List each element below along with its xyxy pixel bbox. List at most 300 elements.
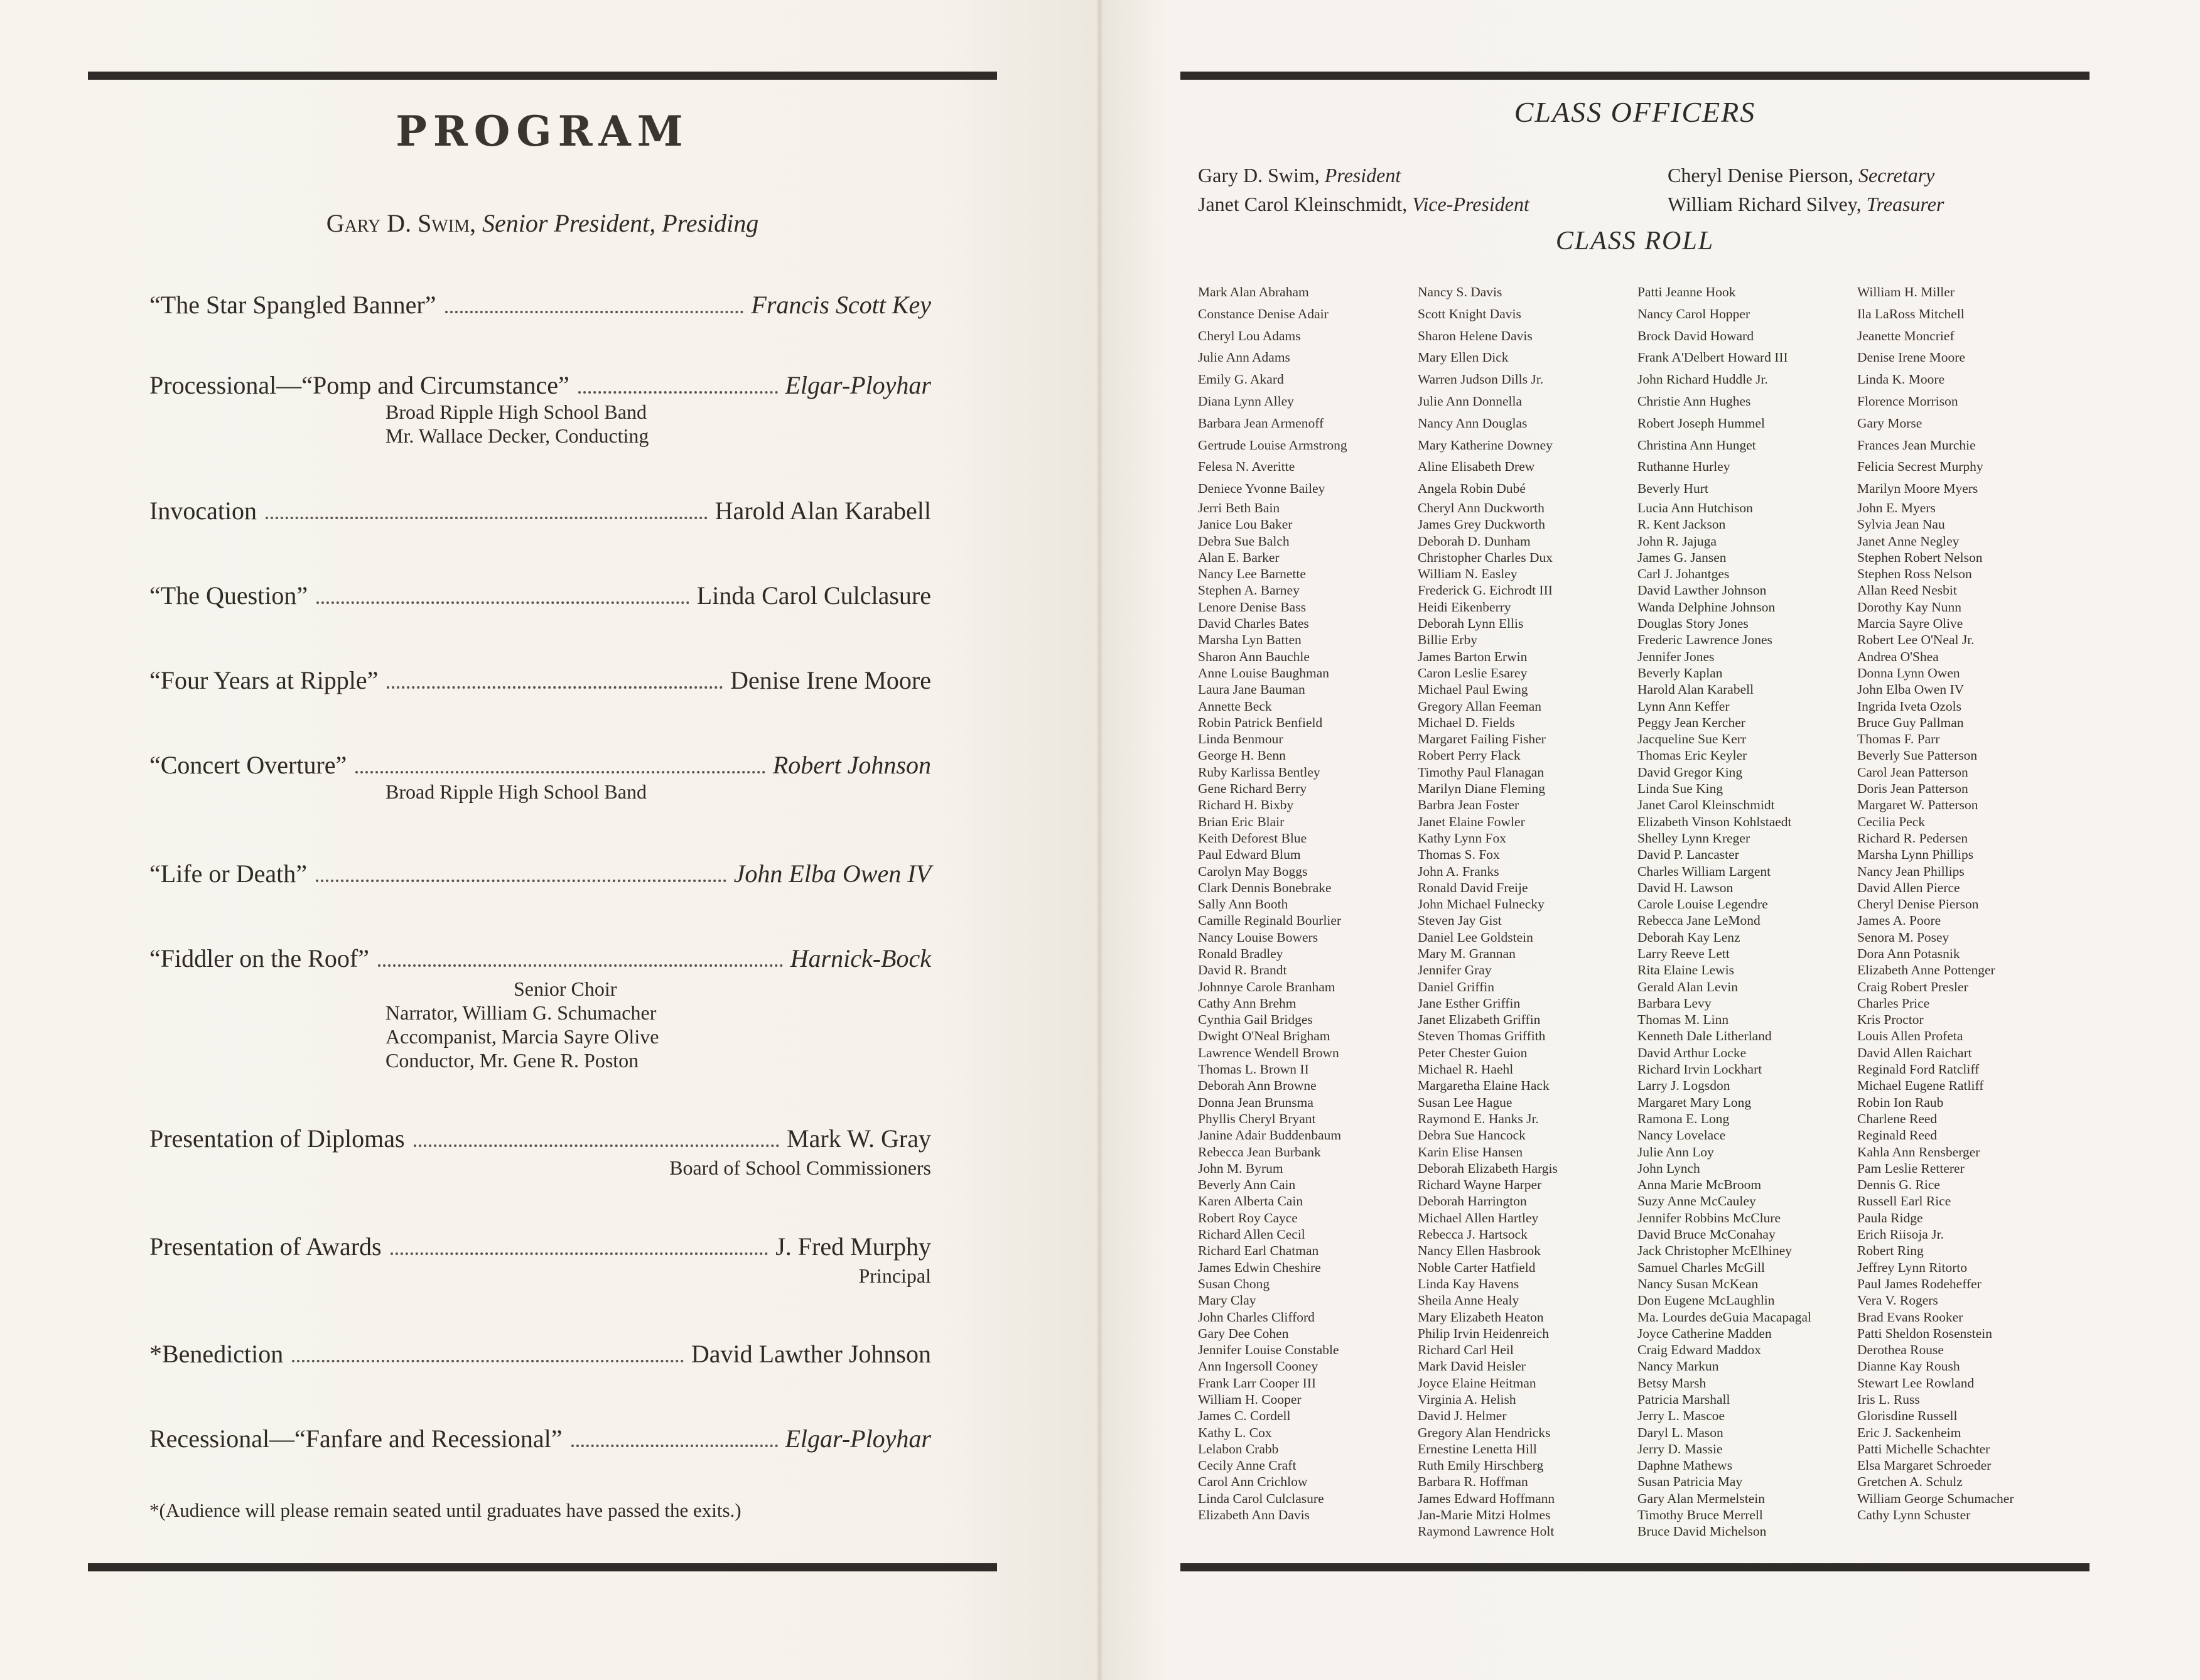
- roll-name: Harold Alan Karabell: [1637, 682, 1754, 697]
- program-item-note: Principal: [858, 1264, 931, 1287]
- roll-name: Carol Jean Patterson: [1857, 764, 1968, 780]
- roll-name: Daniel Griffin: [1418, 979, 1494, 994]
- roll-name: Gary Morse: [1857, 415, 1922, 431]
- roll-name: Dennis G. Rice: [1857, 1177, 1940, 1193]
- program-item-note: Senior Choir: [514, 977, 617, 1000]
- roll-column-4: [1857, 281, 2014, 1523]
- roll-name: John Richard Huddle Jr.: [1637, 372, 1768, 387]
- roll-name: Carole Louise Legendre: [1637, 897, 1768, 912]
- roll-name: Barbara Levy: [1637, 995, 1712, 1011]
- roll-name: Carol Ann Crichlow: [1198, 1474, 1308, 1490]
- roll-name: Jacqueline Sue Kerr: [1637, 731, 1747, 747]
- roll-name: Julie Ann Loy: [1637, 1144, 1714, 1160]
- roll-name: Cathy Ann Brehm: [1198, 995, 1297, 1011]
- roll-name: David P. Lancaster: [1637, 847, 1739, 863]
- roll-name: Robert Perry Flack: [1418, 748, 1521, 763]
- program-item: [149, 290, 931, 320]
- roll-name: Ernestine Lenetta Hill: [1418, 1441, 1537, 1457]
- roll-name: Daniel Lee Goldstein: [1418, 929, 1533, 945]
- roll-name: Steven Thomas Griffith: [1418, 1028, 1546, 1044]
- roll-name: Rebecca Jane LeMond: [1637, 913, 1761, 929]
- roll-name: Constance Denise Adair: [1198, 306, 1329, 321]
- top-rule-right: [1180, 72, 2089, 80]
- leader-dots: [316, 880, 726, 882]
- roll-name: Donna Lynn Owen: [1857, 665, 1960, 681]
- roll-name: Gregory Allan Feeman: [1418, 698, 1542, 714]
- leader-dots: [445, 311, 744, 313]
- roll-name: Emily G. Akard: [1198, 372, 1284, 387]
- roll-name: Frances Jean Murchie: [1857, 437, 1976, 453]
- program-item-title: “The Star Spangled Banner”: [149, 291, 436, 319]
- roll-name: William H. Cooper: [1198, 1392, 1302, 1407]
- roll-name: Michael R. Haehl: [1418, 1062, 1514, 1077]
- roll-name: Patti Sheldon Rosenstein: [1857, 1325, 1992, 1341]
- leader-dots: [316, 601, 689, 604]
- roll-column-1: [1198, 281, 1347, 1523]
- roll-name: Beverly Ann Cain: [1198, 1177, 1296, 1193]
- roll-name: Deborah Ann Browne: [1198, 1078, 1317, 1094]
- roll-name: Jennifer Louise Constable: [1198, 1342, 1339, 1358]
- roll-name: Larry Reeve Lett: [1637, 945, 1730, 961]
- roll-name: Ramona E. Long: [1637, 1111, 1730, 1126]
- roll-name: Jerry D. Massie: [1637, 1441, 1723, 1457]
- roll-name: James Edwin Cheshire: [1198, 1259, 1321, 1275]
- roll-name: Frederick G. Eichrodt III: [1418, 583, 1553, 598]
- roll-name: Caron Leslie Esarey: [1418, 665, 1528, 681]
- roll-name: Cheryl Denise Pierson: [1857, 897, 1979, 912]
- roll-name: Diana Lynn Alley: [1198, 393, 1294, 409]
- roll-name: David Lawther Johnson: [1637, 583, 1767, 598]
- program-item: [149, 750, 931, 804]
- roll-name: Cecily Anne Craft: [1198, 1458, 1297, 1473]
- roll-name: Jack Christopher McElhiney: [1637, 1243, 1793, 1259]
- top-rule-left: [88, 72, 997, 80]
- roll-name: Margaretha Elaine Hack: [1418, 1078, 1550, 1094]
- roll-name: Marilyn Diane Fleming: [1418, 781, 1546, 797]
- roll-name: Craig Edward Maddox: [1637, 1342, 1762, 1358]
- officer-vice-president: Janet Carol Kleinschmidt, Vice-President: [1198, 193, 1529, 215]
- roll-name: Kathy L. Cox: [1198, 1424, 1272, 1440]
- roll-name: R. Kent Jackson: [1637, 517, 1726, 532]
- roll-name: Sylvia Jean Nau: [1857, 517, 1945, 532]
- roll-name: Jeanette Moncrief: [1857, 328, 1955, 343]
- roll-name: Betsy Marsh: [1637, 1375, 1707, 1391]
- roll-name: John A. Franks: [1418, 863, 1499, 879]
- roll-name: Nancy S. Davis: [1418, 284, 1502, 299]
- roll-name: Brad Evans Rooker: [1857, 1309, 1963, 1325]
- roll-name: Shelley Lynn Kreger: [1637, 830, 1750, 846]
- roll-name: Paul James Rodeheffer: [1857, 1276, 1982, 1291]
- roll-name: Karin Elise Hansen: [1418, 1144, 1523, 1160]
- roll-name: Jan-Marie Mitzi Holmes: [1418, 1507, 1551, 1523]
- roll-name: David Allen Pierce: [1857, 880, 1960, 895]
- program-item-title: “Four Years at Ripple”: [149, 666, 379, 694]
- leader-dots: [571, 1445, 778, 1447]
- roll-name: Larry J. Logsdon: [1637, 1078, 1730, 1094]
- roll-name: Vera V. Rogers: [1857, 1293, 1938, 1308]
- leader-dots: [387, 686, 723, 689]
- roll-name: Brian Eric Blair: [1198, 814, 1285, 829]
- roll-name: Janet Anne Negley: [1857, 533, 1960, 549]
- roll-name: Rebecca J. Hartsock: [1418, 1227, 1528, 1242]
- roll-name: Louis Allen Profeta: [1857, 1028, 1963, 1044]
- roll-name: Peter Chester Guion: [1418, 1045, 1528, 1060]
- roll-name: Billie Erby: [1418, 632, 1477, 648]
- program-item-performer: Harnick-Bock: [790, 944, 931, 972]
- roll-name: Julie Ann Adams: [1198, 350, 1290, 365]
- roll-name: Allan Reed Nesbit: [1857, 583, 1957, 598]
- roll-name: Jennifer Jones: [1637, 649, 1715, 664]
- roll-name: Ruthanne Hurley: [1637, 459, 1730, 475]
- program-item-title: “Fiddler on the Roof”: [149, 944, 369, 972]
- roll-name: David Gregor King: [1637, 764, 1743, 780]
- roll-name: Donna Jean Brunsma: [1198, 1094, 1313, 1110]
- officer-secretary: Cheryl Denise Pierson, Secretary: [1668, 164, 1935, 186]
- roll-name: William H. Miller: [1857, 284, 1955, 299]
- roll-name: Marilyn Moore Myers: [1857, 481, 1978, 497]
- roll-name: Frank A'Delbert Howard III: [1637, 350, 1788, 365]
- roll-name: Thomas M. Linn: [1637, 1012, 1729, 1028]
- roll-name: Lucia Ann Hutchison: [1637, 500, 1753, 515]
- roll-name: Felicia Secrest Murphy: [1857, 459, 1983, 475]
- roll-name: Robin Ion Raub: [1857, 1094, 1944, 1110]
- roll-name: Carl J. Johantges: [1637, 566, 1730, 582]
- roll-name: Mark David Heisler: [1418, 1359, 1526, 1374]
- program-item-title: Presentation of Awards: [149, 1232, 382, 1261]
- roll-name: Ingrida Iveta Ozols: [1857, 698, 1961, 714]
- roll-name: Stewart Lee Rowland: [1857, 1375, 1975, 1391]
- roll-name: Lelabon Crabb: [1198, 1441, 1279, 1457]
- roll-name: Anna Marie McBroom: [1637, 1177, 1762, 1193]
- roll-name: James Edward Hoffmann: [1418, 1490, 1555, 1506]
- program-title: PROGRAM: [396, 107, 689, 156]
- roll-name: Cheryl Ann Duckworth: [1418, 500, 1545, 515]
- roll-name: Iris L. Russ: [1857, 1392, 1920, 1407]
- roll-name: Deborah Harrington: [1418, 1193, 1527, 1209]
- leader-dots: [414, 1144, 779, 1147]
- roll-name: Linda Kay Havens: [1418, 1276, 1519, 1291]
- program-item: [149, 1339, 931, 1369]
- roll-name: Marsha Lyn Batten: [1198, 632, 1302, 648]
- roll-name: Michael Allen Hartley: [1418, 1210, 1539, 1225]
- roll-name: Frank Larr Cooper III: [1198, 1375, 1317, 1391]
- roll-name: Patti Jeanne Hook: [1637, 284, 1736, 299]
- roll-name: Jerri Beth Bain: [1198, 500, 1280, 515]
- roll-name: Raymond E. Hanks Jr.: [1418, 1111, 1539, 1126]
- roll-name: Dorothy Kay Nunn: [1857, 599, 1962, 615]
- roll-name: Sally Ann Booth: [1198, 897, 1288, 912]
- program-item: [149, 665, 931, 695]
- program-item-title: “Life or Death”: [149, 859, 307, 888]
- roll-name: Sharon Helene Davis: [1418, 328, 1533, 343]
- roll-name: Christopher Charles Dux: [1418, 549, 1553, 565]
- leader-dots: [378, 964, 783, 967]
- roll-name: Lynn Ann Keffer: [1637, 698, 1730, 714]
- roll-name: Elizabeth Anne Pottenger: [1857, 962, 1995, 978]
- program-item-performer: Robert Johnson: [772, 751, 931, 779]
- program-item-title: *Benediction: [149, 1340, 284, 1368]
- program-item-performer: Elgar-Ployhar: [785, 1424, 931, 1453]
- roll-name: Kenneth Dale Litherland: [1637, 1028, 1772, 1044]
- roll-name: Debra Sue Balch: [1198, 533, 1290, 549]
- roll-name: Richard Earl Chatman: [1198, 1243, 1319, 1259]
- roll-name: Elizabeth Ann Davis: [1198, 1507, 1310, 1523]
- roll-name: Elsa Margaret Schroeder: [1857, 1458, 1992, 1473]
- roll-name: Phyllis Cheryl Bryant: [1198, 1111, 1316, 1126]
- roll-name: Linda K. Moore: [1857, 372, 1945, 387]
- roll-name: William George Schumacher: [1857, 1490, 2014, 1506]
- roll-name: David J. Helmer: [1418, 1408, 1507, 1424]
- roll-name: Eric J. Sackenheim: [1857, 1424, 1961, 1440]
- program-item: [149, 496, 931, 525]
- roll-name: Denise Irene Moore: [1857, 350, 1965, 365]
- roll-name: Doris Jean Patterson: [1857, 781, 1968, 797]
- roll-name: Paul Edward Blum: [1198, 847, 1301, 863]
- roll-name: Richard R. Pedersen: [1857, 830, 1968, 846]
- roll-name: Janice Lou Baker: [1198, 517, 1293, 532]
- roll-name: Bruce Guy Pallman: [1857, 714, 1964, 730]
- roll-name: Robert Roy Cayce: [1198, 1210, 1298, 1225]
- program-item-performer: Harold Alan Karabell: [714, 497, 931, 525]
- presiding-name: Gary D. Swim,: [326, 209, 476, 237]
- roll-name: Deborah Lynn Ellis: [1418, 616, 1524, 632]
- roll-name: Julie Ann Donnella: [1418, 393, 1523, 409]
- roll-name: David H. Lawson: [1637, 880, 1734, 895]
- roll-name: David Charles Bates: [1198, 616, 1309, 632]
- program-item-performer: Elgar-Ployhar: [785, 371, 931, 399]
- roll-name: Aline Elisabeth Drew: [1418, 459, 1535, 475]
- program-item-performer: Francis Scott Key: [751, 291, 931, 319]
- roll-name: Ronald Bradley: [1198, 945, 1283, 961]
- program-item-note: Narrator, William G. Schumacher: [386, 1001, 657, 1024]
- roll-name: Angela Robin Dubé: [1418, 481, 1526, 497]
- roll-name: Samuel Charles McGill: [1637, 1259, 1766, 1275]
- roll-name: Lawrence Wendell Brown: [1198, 1045, 1339, 1060]
- roll-name: Nancy Lee Barnette: [1198, 566, 1306, 582]
- roll-name: Deborah Kay Lenz: [1637, 929, 1740, 945]
- roll-name: Cecilia Peck: [1857, 814, 1926, 829]
- roll-name: Paula Ridge: [1857, 1210, 1923, 1225]
- roll-name: Mary Ellen Dick: [1418, 350, 1509, 365]
- roll-name: Alan E. Barker: [1198, 549, 1280, 565]
- roll-name: Gretchen A. Schulz: [1857, 1474, 1963, 1490]
- roll-name: John R. Jajuga: [1637, 533, 1717, 549]
- roll-name: Steven Jay Gist: [1418, 913, 1502, 929]
- roll-name: Margaret Failing Fisher: [1418, 731, 1546, 747]
- roll-name: Gerald Alan Levin: [1637, 979, 1739, 994]
- roll-name: Mary M. Grannan: [1418, 945, 1516, 961]
- roll-name: Elizabeth Vinson Kohlstaedt: [1637, 814, 1792, 829]
- roll-name: Charlene Reed: [1857, 1111, 1938, 1126]
- roll-name: David Allen Raichart: [1857, 1045, 1972, 1060]
- roll-name: Virginia A. Helish: [1418, 1392, 1516, 1407]
- roll-name: Janet Elaine Fowler: [1418, 814, 1525, 829]
- roll-name: Janet Elizabeth Griffin: [1418, 1012, 1541, 1028]
- officer-treasurer: William Richard Silvey, Treasurer: [1668, 193, 1944, 215]
- roll-name: Joyce Elaine Heitman: [1418, 1375, 1536, 1391]
- bottom-rule-right: [1180, 1563, 2089, 1571]
- roll-name: Stephen A. Barney: [1198, 583, 1300, 598]
- roll-name: Dwight O'Neal Brigham: [1198, 1028, 1330, 1044]
- roll-name: Mary Katherine Downey: [1418, 437, 1553, 453]
- roll-name: Cynthia Gail Bridges: [1198, 1012, 1313, 1028]
- roll-name: Susan Chong: [1198, 1276, 1270, 1291]
- roll-name: Frederic Lawrence Jones: [1637, 632, 1772, 648]
- roll-name: Douglas Story Jones: [1637, 616, 1749, 632]
- roll-column-3: [1637, 281, 1811, 1540]
- class-officers-heading: CLASS OFFICERS: [1514, 96, 1756, 128]
- roll-name: Michael Eugene Ratliff: [1857, 1078, 1984, 1094]
- roll-name: Heidi Eikenberry: [1418, 599, 1511, 615]
- roll-name: Susan Lee Hague: [1418, 1094, 1512, 1110]
- bottom-rule-left: [88, 1563, 997, 1571]
- roll-name: Reginald Reed: [1857, 1128, 1938, 1143]
- roll-name: John E. Myers: [1857, 500, 1936, 515]
- roll-name: John Lynch: [1637, 1160, 1700, 1176]
- roll-name: William N. Easley: [1418, 566, 1518, 582]
- roll-name: John M. Byrum: [1198, 1160, 1283, 1176]
- roll-name: Senora M. Posey: [1857, 929, 1949, 945]
- roll-name: Laura Jane Bauman: [1198, 682, 1305, 697]
- roll-name: Ann Ingersoll Cooney: [1198, 1359, 1318, 1374]
- roll-name: Derothea Rouse: [1857, 1342, 1944, 1358]
- roll-name: Gary Alan Mermelstein: [1637, 1490, 1766, 1506]
- roll-name: Wanda Delphine Johnson: [1637, 599, 1776, 615]
- roll-name: Warren Judson Dills Jr.: [1418, 372, 1544, 387]
- roll-name: James G. Jansen: [1637, 549, 1727, 565]
- leader-dots: [292, 1360, 684, 1362]
- roll-name: John Elba Owen IV: [1857, 682, 1965, 697]
- roll-name: Nancy Markun: [1637, 1359, 1719, 1374]
- roll-name: Carolyn May Boggs: [1198, 863, 1308, 879]
- roll-name: Suzy Anne McCauley: [1637, 1193, 1756, 1209]
- program-item-performer: John Elba Owen IV: [733, 859, 931, 888]
- roll-name: Russell Earl Rice: [1857, 1193, 1951, 1209]
- roll-name: Jennifer Gray: [1418, 962, 1492, 978]
- roll-name: Thomas S. Fox: [1418, 847, 1500, 863]
- roll-name: Nancy Jean Phillips: [1857, 863, 1965, 879]
- roll-name: Thomas L. Brown II: [1198, 1062, 1309, 1077]
- roll-name: Michael D. Fields: [1418, 714, 1515, 730]
- roll-name: Nancy Ellen Hasbrook: [1418, 1243, 1541, 1259]
- roll-name: Daphne Mathews: [1637, 1458, 1733, 1473]
- roll-name: Rita Elaine Lewis: [1637, 962, 1735, 978]
- program-item-performer: Denise Irene Moore: [730, 666, 931, 694]
- leader-dots: [355, 771, 765, 773]
- class-roll-heading: CLASS ROLL: [1555, 227, 1715, 256]
- roll-name: Christie Ann Hughes: [1637, 393, 1751, 409]
- roll-name: Mary Clay: [1198, 1293, 1256, 1308]
- roll-name: Janine Adair Buddenbaum: [1198, 1128, 1342, 1143]
- roll-name: Anne Louise Baughman: [1198, 665, 1329, 681]
- program-item: [149, 1424, 931, 1453]
- roll-name: Ruby Karlissa Bentley: [1198, 764, 1320, 780]
- roll-name: Patti Michelle Schachter: [1857, 1441, 1990, 1457]
- presiding-role: Senior President, Presiding: [475, 209, 759, 237]
- program-item-performer: J. Fred Murphy: [775, 1232, 931, 1261]
- roll-name: Gary Dee Cohen: [1198, 1325, 1289, 1341]
- roll-name: Karen Alberta Cain: [1198, 1193, 1303, 1209]
- roll-name: Annette Beck: [1198, 698, 1272, 714]
- roll-name: Keith Deforest Blue: [1198, 830, 1307, 846]
- roll-name: Peggy Jean Kercher: [1637, 714, 1745, 730]
- roll-name: Reginald Ford Ratcliff: [1857, 1062, 1980, 1077]
- roll-name: Debra Sue Hancock: [1418, 1128, 1526, 1143]
- program-footnote: *(Audience will please remain seated until graduates have passed the exits.): [149, 1499, 741, 1521]
- program-item-performer: David Lawther Johnson: [691, 1340, 931, 1368]
- roll-name: Jeffrey Lynn Ritorto: [1857, 1259, 1968, 1275]
- program-item-title: Presentation of Diplomas: [149, 1124, 405, 1153]
- roll-name: Don Eugene McLaughlin: [1637, 1293, 1775, 1308]
- roll-name: Rebecca Jean Burbank: [1198, 1144, 1321, 1160]
- roll-name: Raymond Lawrence Holt: [1418, 1524, 1555, 1539]
- roll-name: Deborah Elizabeth Hargis: [1418, 1160, 1558, 1176]
- roll-name: Robert Ring: [1857, 1243, 1924, 1259]
- roll-name: Gregory Alan Hendricks: [1418, 1424, 1551, 1440]
- officers-left: [1198, 161, 1529, 218]
- roll-name: George H. Benn: [1198, 748, 1286, 763]
- roll-name: Patricia Marshall: [1637, 1392, 1730, 1407]
- roll-name: Camille Reginald Bourlier: [1198, 913, 1342, 929]
- roll-name: Gertrude Louise Armstrong: [1198, 437, 1347, 453]
- roll-name: Richard H. Bixby: [1198, 797, 1294, 813]
- roll-name: Gene Richard Berry: [1198, 781, 1307, 797]
- program-item: [149, 859, 931, 888]
- roll-name: Nancy Carol Hopper: [1637, 306, 1750, 321]
- roll-name: Florence Morrison: [1857, 393, 1958, 409]
- roll-name: David R. Brandt: [1198, 962, 1287, 978]
- roll-name: Philip Irvin Heidenreich: [1418, 1325, 1549, 1341]
- roll-name: Linda Carol Culclasure: [1198, 1490, 1324, 1506]
- program-item-note: Broad Ripple High School Band: [386, 401, 647, 423]
- program-item-title: Invocation: [149, 497, 257, 525]
- roll-name: Stephen Ross Nelson: [1857, 566, 1972, 582]
- program-item: [149, 1232, 931, 1288]
- roll-name: Daryl L. Mason: [1637, 1424, 1723, 1440]
- roll-name: Joyce Catherine Madden: [1637, 1325, 1772, 1341]
- leader-dots: [578, 391, 778, 394]
- roll-name: Scott Knight Davis: [1418, 306, 1521, 321]
- roll-name: Richard Irvin Lockhart: [1637, 1062, 1762, 1077]
- program-item-note: Mr. Wallace Decker, Conducting: [386, 424, 649, 447]
- roll-name: John Michael Fulnecky: [1418, 897, 1545, 912]
- roll-name: Charles Price: [1857, 995, 1930, 1011]
- roll-name: Felesa N. Averitte: [1198, 459, 1295, 475]
- roll-name: Craig Robert Presler: [1857, 979, 1968, 994]
- roll-name: Dora Ann Potasnik: [1857, 945, 1960, 961]
- roll-name: Jane Esther Griffin: [1418, 995, 1521, 1011]
- roll-name: Beverly Hurt: [1637, 481, 1708, 497]
- roll-name: Erich Riisoja Jr.: [1857, 1227, 1944, 1242]
- roll-name: Ila LaRoss Mitchell: [1857, 306, 1965, 321]
- roll-name: Ma. Lourdes deGuia Macapagal: [1637, 1309, 1812, 1325]
- roll-name: James Barton Erwin: [1418, 649, 1528, 664]
- officers-right: [1668, 161, 1944, 218]
- program-item-note: Conductor, Mr. Gene R. Poston: [386, 1049, 639, 1072]
- roll-column-2: [1418, 281, 1558, 1540]
- program-item-note: Broad Ripple High School Band: [386, 780, 647, 803]
- roll-name: Robert Lee O'Neal Jr.: [1857, 632, 1975, 648]
- roll-name: Margaret W. Patterson: [1857, 797, 1978, 813]
- roll-name: Nancy Ann Douglas: [1418, 415, 1528, 431]
- program-item: [149, 944, 931, 1072]
- roll-name: Pam Leslie Retterer: [1857, 1160, 1965, 1176]
- roll-name: Robin Patrick Benfield: [1198, 714, 1323, 730]
- roll-name: Timothy Bruce Merrell: [1637, 1507, 1763, 1523]
- program-item: [149, 581, 931, 610]
- roll-name: Cathy Lynn Schuster: [1857, 1507, 1971, 1523]
- roll-name: Jennifer Robbins McClure: [1637, 1210, 1781, 1225]
